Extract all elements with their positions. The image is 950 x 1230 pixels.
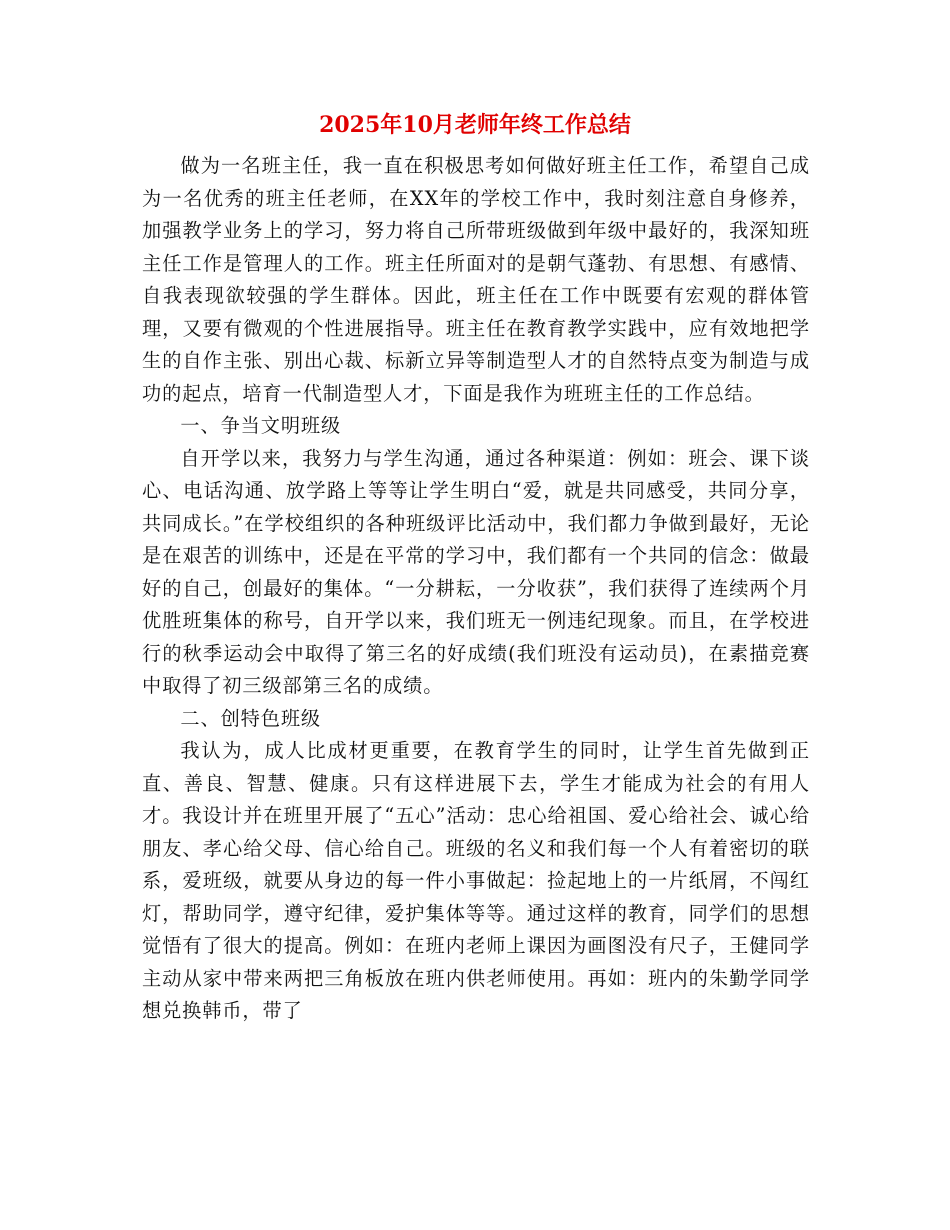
section-2-paragraph: 我认为，成人比成材更重要，在教育学生的同时，让学生首先做到正直、善良、智慧、健康。只有这样进展下去，学生才能成为社会的有用人才。我设计并在班里开展了“五心”活动：忠心给祖国、爱心给社会、诚心给朋友、孝心给父母、信心给自己。班级的名义和我们每一个人有着密切的联系，爱班级，就要从身边的每一件小事做起：捡起地上的一片纸屑，不闯红灯，帮助同学，遵守纪律，爱护集体等等。通过这样的教育，同学们的思想觉悟有了很大的提高。例如：在班内老师上课因为画图没有尺子，王健同学主动从家中带来两把三角板放在班内供老师使用。再如：班内的朱勤学同学想兑换韩币，带了 [142,739,810,1022]
intro-paragraph: 做为一名班主任，我一直在积极思考如何做好班主任工作，希望自己成为一名优秀的班主任老师，在XX年的学校工作中，我时刻注意自身修养，加强教学业务上的学习，努力将自己所带班级做到年级中最好的，我深知班主任工作是管理人的工作。班主任所面对的是朝气蓬勃、有思想、有感情、自我表现欲较强的学生群体。因此，班主任在工作中既要有宏观的群体管理，又要有微观的个性进展指导。班主任在教育教学实践中，应有效地把学生的自作主张、别出心裁、标新立异等制造型人才的自然特点变为制造与成功的起点，培育一代制造型人才，下面是我作为班班主任的工作总结。 [142,154,810,405]
document-body [142,150,810,1028]
section-heading-2: 二、创特色班级 [180,706,322,730]
section-heading-1: 一、争当文明班级 [180,414,342,437]
section-1-paragraph: 自开学以来，我努力与学生沟通，通过各种渠道：例如：班会、课下谈心、电话沟通、放学路上等等让学生明白“爱，就是共同感受，共同分享，共同成长。”在学校组织的各种班级评比活动中，我们都力争做到最好，无论是在艰苦的训练中，还是在平常的学习中，我们都有一个共同的信念：做最好的自己，创最好的集体。“一分耕耘，一分收获”，我们获得了连续两个月优胜班集体的称号，自开学以来，我们班无一例违纪现象。而且，在学校进行的秋季运动会中取得了第三名的好成绩(我们班没有运动员)，在素描竞赛中取得了初三级部第三名的成绩。 [142,446,810,697]
document-title: 2025年10月老师年终工作总结 [319,112,631,138]
